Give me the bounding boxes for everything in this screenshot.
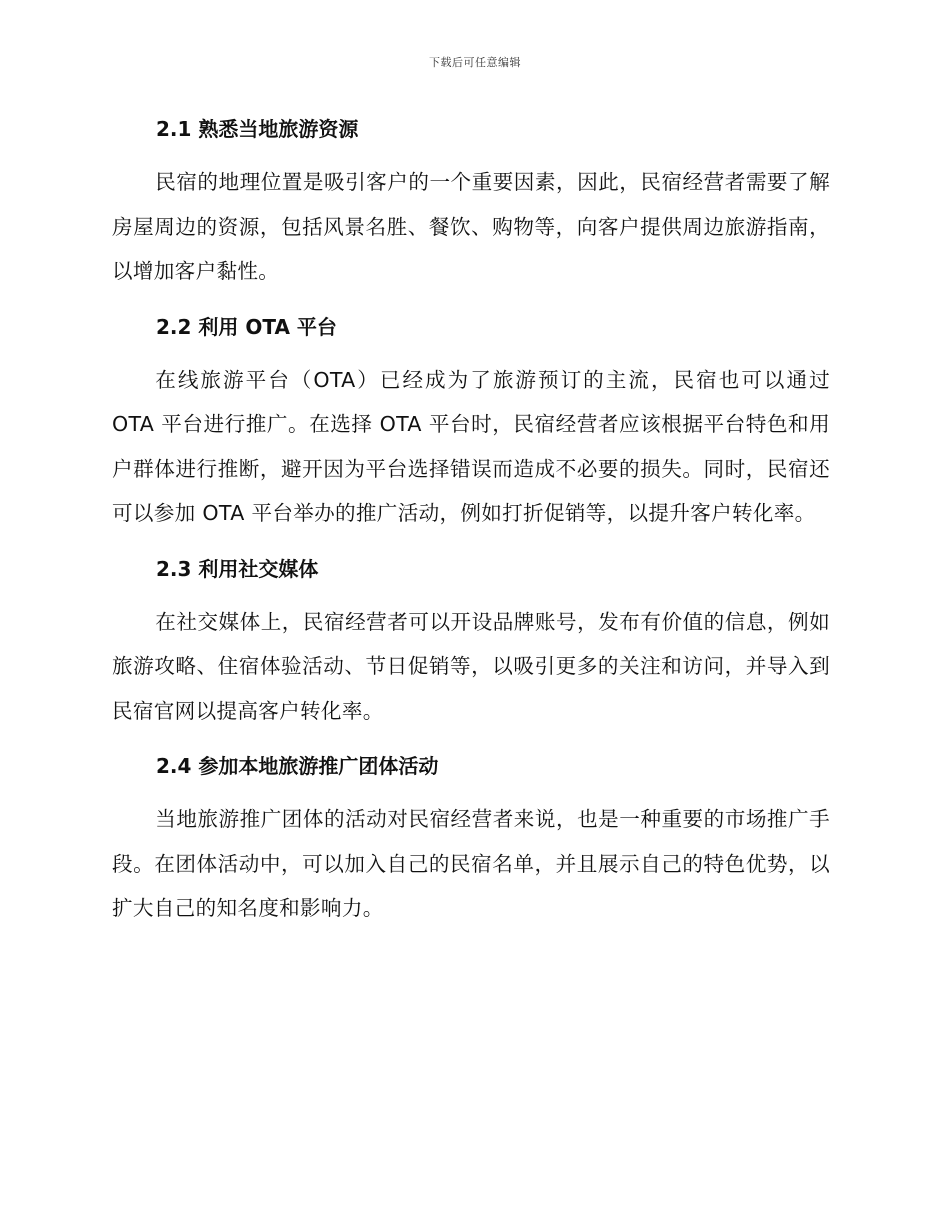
section-paragraph-2-3: 在社交媒体上，民宿经营者可以开设品牌账号，发布有价值的信息，例如旅游攻略、住宿体验活动、节日促销等，以吸引更多的关注和访问，并导入到民宿官网以提高客户转化率。	[112, 609, 830, 723]
section-heading-2-3: 2.3 利用社交媒体	[156, 556, 319, 581]
page-header-note: 下载后可任意编辑	[429, 56, 521, 69]
section-heading-2-1: 2.1 熟悉当地旅游资源	[156, 117, 359, 141]
section-heading-2-2: 2.2 利用 OTA 平台	[156, 314, 337, 339]
section-paragraph-2-2: 在线旅游平台（OTA）已经成为了旅游预订的主流，民宿也可以通过 OTA 平台进行推广。在选择 OTA 平台时，民宿经营者应该根据平台特色和用户群体进行推断，避开因为平台选择错误而造成不必要的损失。同时，民宿还可以参加 OTA 平台举办的推广活动，例如打折促销等，以提升客户转化率。	[112, 367, 830, 525]
section-paragraph-2-4: 当地旅游推广团体的活动对民宿经营者来说，也是一种重要的市场推广手段。在团体活动中，可以加入自己的民宿名单，并且展示自己的特色优势，以扩大自己的知名度和影响力。	[112, 807, 830, 920]
section-paragraph-2-1: 民宿的地理位置是吸引客户的一个重要因素，因此，民宿经营者需要了解房屋周边的资源，包括风景名胜、餐饮、购物等，向客户提供周边旅游指南，以增加客户黏性。	[112, 170, 830, 283]
document-body	[112, 112, 830, 947]
section-heading-2-4: 2.4 参加本地旅游推广团体活动	[156, 754, 439, 778]
